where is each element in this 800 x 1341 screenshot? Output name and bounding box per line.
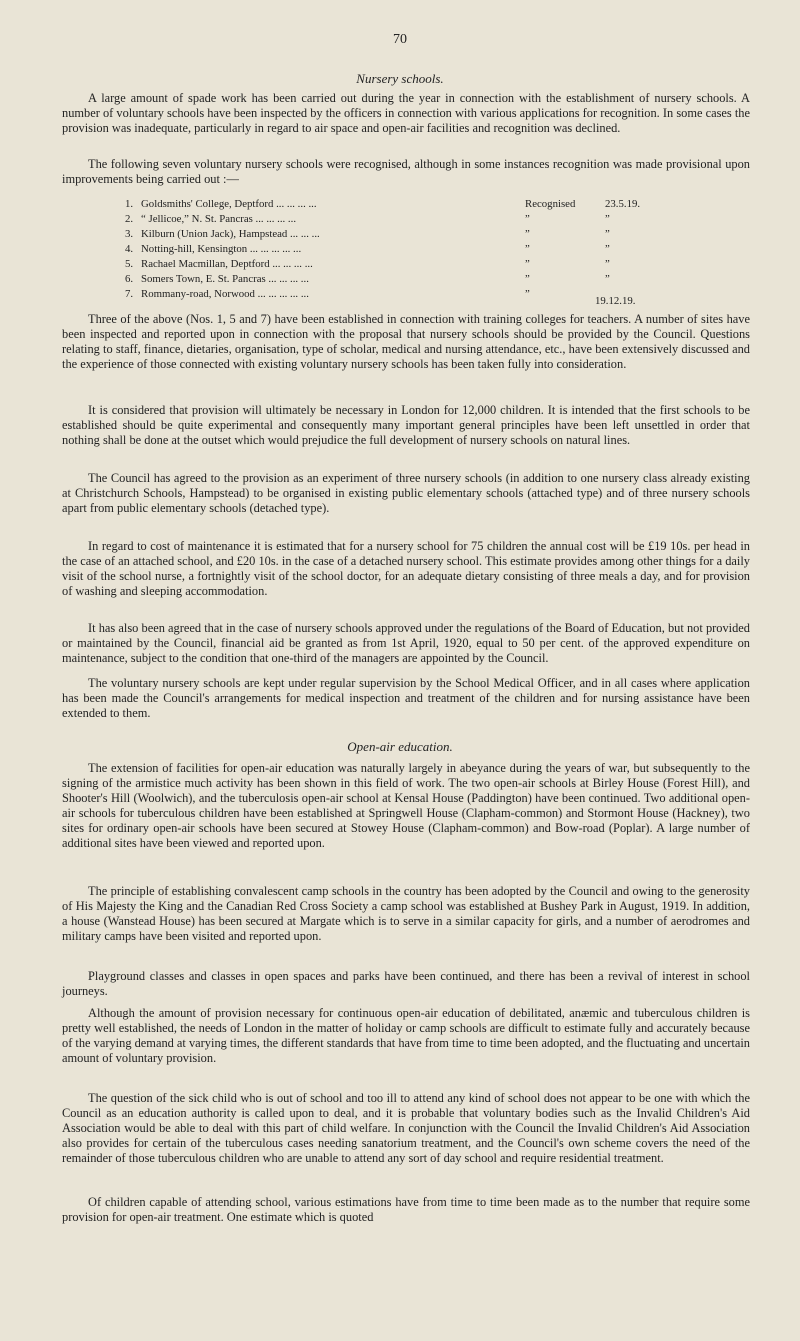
list-item [125,213,765,228]
recognition-status: ” [525,273,530,285]
school-name: “ Jellicoe,” N. St. Pancras ... ... ... ... [141,213,297,225]
school-name: Kilburn (Union Jack), Hampstead ... ... ... [141,228,320,240]
recognition-date: ” [605,243,610,255]
paragraph: Three of the above (Nos. 1, 5 and 7) have been established in connection with training colleges for teachers. A number of sites have been inspected and reported upon in connection with the proposal that nursery schools should be provided by the Council. Questions relating to staff, finance, dietaries, organisation, type of scholar, medical and nursing attendance, etc., have been extensively discussed and the experience of those connected with existing voluntary nursery schools has been taken fully into consideration. [62,312,750,371]
item-number: 4. [125,243,134,255]
recognition-status: ” [525,213,530,225]
section-heading-open-air: Open-air education. [347,739,453,754]
paragraph: The Council has agreed to the provision as an experiment of three nursery schools (in addition to one nursery class already existing at Christchurch Schools, Hampstead) to be organised in existing public elementary schools (attached type) and of three nursery schools apart from public elementary schools (detached type). [62,471,750,515]
paragraph: Of children capable of attending school, various estimations have from time to time been made as to the number that require some provision for open-air treatment. One estimate which is quoted [62,1195,750,1224]
paragraph: The principle of establishing convalescent camp schools in the country has been adopted by the Council and owing to the generosity of His Majesty the King and the Canadian Red Cross Society a camp school was established at Bushey Park in August, 1919. In addition, a house (Wanstead House) has been secured at Margate which is to serve in a similar capacity for girls, and a number of aerodromes and military camps have been visited and reported upon. [62,884,750,943]
recognition-status: ” [525,243,530,255]
paragraph: Playground classes and classes in open spaces and parks have been continued, and there has been a revival of interest in school journeys. [62,969,750,998]
recognition-status: Recognised [525,198,576,210]
school-name: Somers Town, E. St. Pancras ... ... ... ... [141,273,309,285]
item-number: 2. [125,213,134,225]
item-number: 3. [125,228,134,240]
list-item [125,198,765,213]
list-item [125,243,765,258]
paragraph: It has also been agreed that in the case of nursery schools approved under the regulations of the Board of Education, but not provided or maintained by the Council, financial aid be granted as from 1st April, 1920, equal to 50 per cent. of the approved expenditure on maintenance, subject to the condition that one-third of the managers are appointed by the Council. [62,621,750,665]
recognition-date: 19.12.19. [595,295,636,307]
list-item [125,273,765,288]
recognition-status: ” [525,228,530,240]
recognition-date: ” [605,258,610,270]
school-name: Rachael Macmillan, Deptford ... ... ... ... [141,258,313,270]
paragraph: The question of the sick child who is out of school and too ill to attend any kind of school does not appear to be one with which the Council as an education authority is called upon to deal, and it is probable that voluntary bodies such as the Invalid Children's Aid Association would be able to deal with this part of child welfare. In conjunction with the Council the Invalid Children's Aid Association also provides for certain of the tuberculous cases needing sanatorium treatment, and the Council's own scheme covers the need of the remainder of those tuberculous children who are unable to attend any sort of day school and require residential treatment. [62,1091,750,1165]
paragraph: The following seven voluntary nursery schools were recognised, although in some instances recognition was made provisional upon improvements being carried out :— [62,157,750,186]
section-heading-nursery: Nursery schools. [356,71,444,86]
school-name: Goldsmiths' College, Deptford ... ... ... ... [141,198,317,210]
recognition-date: ” [605,273,610,285]
paragraph: A large amount of spade work has been carried out during the year in connection with the establishment of nursery schools. A number of voluntary schools have been inspected by the officers in connection with various applications for recognition. In some cases the provision was inadequate, particularly in regard to air space and open-air facilities and recognition was declined. [62,91,750,135]
recognition-date: ” [605,228,610,240]
paragraph: In regard to cost of maintenance it is estimated that for a nursery school for 75 children the annual cost will be £19 10s. per head in the case of an attached school, and £20 10s. in the case of a detached nursery school. This estimate provides among other things for a daily visit of the school nurse, a fortnightly visit of the school doctor, for an adequate dietary consisting of three meals a day, and for provision of washing and sleeping accommodation. [62,539,750,598]
recognition-status: ” [525,288,530,300]
recognition-date: 23.5.19. [605,198,641,210]
recognition-status: ” [525,258,530,270]
item-number: 5. [125,258,134,270]
page-number: 70 [393,32,407,47]
list-item [125,228,765,243]
paragraph: The extension of facilities for open-air education was naturally largely in abeyance during the years of war, but subsequently to the signing of the armistice much activity has been shown in this field of work. The two open-air schools at Birley House (Forest Hill), and Shooter's Hill (Woolwich), and the tuberculosis open-air school at Kensal House (Paddington) have been continued. Two additional open-air schools for tuberculous children have been established at Springwell House (Clapham-common) and Stormont House (Hackney), two sites for ordinary open-air schools have been secured at Stowey House (Clapham-common) and Bow-road (Poplar). A large number of additional sites have been viewed and reported upon. [62,761,750,850]
item-number: 1. [125,198,134,210]
item-number: 7. [125,288,134,300]
paragraph: It is considered that provision will ultimately be necessary in London for 12,000 children. It is intended that the first schools to be established should be quite experimental and consequently many important general principles have been left unsettled in order that nothing shall be done at the outset which would prejudice the full development of nursery schools on natural lines. [62,403,750,447]
list-item [125,288,765,307]
recognition-date: ” [605,213,610,225]
item-number: 6. [125,273,134,285]
list-item [125,258,765,273]
paragraph: Although the amount of provision necessary for continuous open-air education of debilitated, anæmic and tuberculous children is pretty well established, the needs of London in the matter of holiday or camp schools are difficult to estimate fully and accurately because of the varying demand at varying times, the different standards that have from time to time been adopted, and the fluctuating and uncertain amount of voluntary provision. [62,1006,750,1065]
recognised-schools-list [125,198,765,307]
school-name: Rommany-road, Norwood ... ... ... ... ... [141,288,309,300]
paragraph: The voluntary nursery schools are kept under regular supervision by the School Medical Officer, and in all cases where application has been made the Council's arrangements for medical inspection and treatment of the children and for nursing assistance have been extended to them. [62,676,750,720]
school-name: Notting-hill, Kensington ... ... ... ... ... [141,243,302,255]
